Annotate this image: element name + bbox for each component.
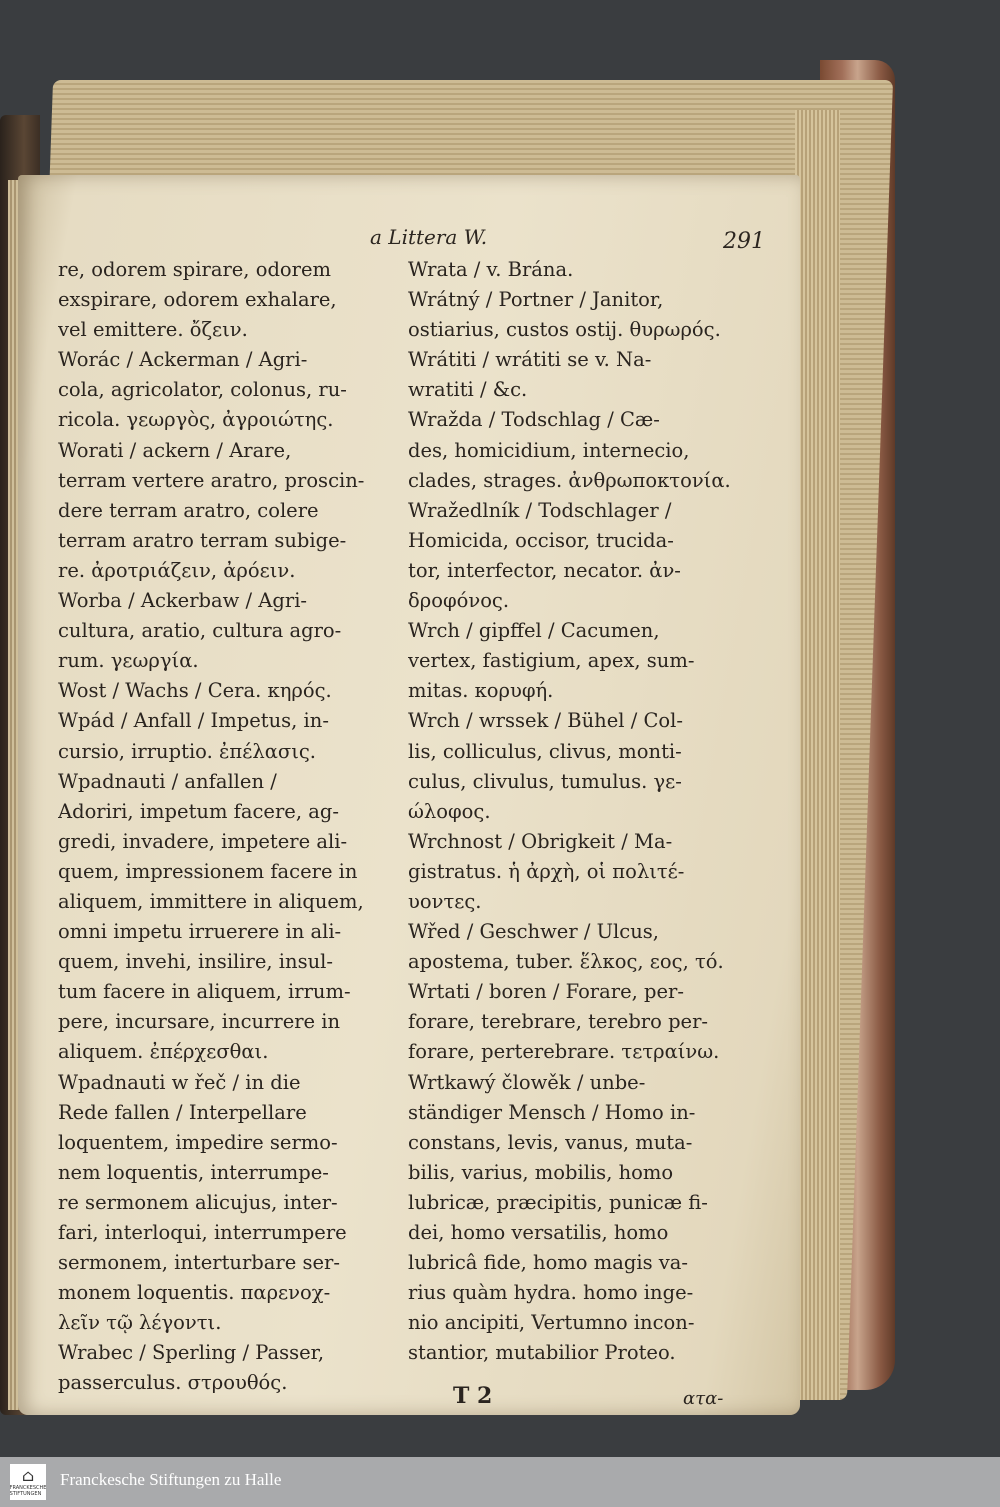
signature-mark: T 2 (453, 1383, 493, 1409)
page-number: 291 (723, 229, 765, 254)
text-line: Wrabec / Sperling / Passer, (58, 1341, 325, 1365)
text-line: des, homicidium, internecio, (408, 438, 690, 462)
text-line: culus, clivulus, tumulus. γε- (408, 769, 682, 793)
text-line: vel emittere. ὄζειν. (58, 318, 248, 342)
text-line: Worba / Ackerbaw / Agri- (58, 589, 308, 613)
text-line: dei, homo versatilis, homo (408, 1221, 669, 1244)
text-line: Homicida, occisor, trucida- (408, 528, 674, 552)
text-line: exspirare, odorem exhalare, (58, 288, 337, 312)
text-line: stantior, mutabilior Proteo. (408, 1341, 676, 1365)
text-line: Wražda / Todschlag / Cæ- (408, 408, 660, 432)
library-logo (10, 1464, 46, 1500)
house-icon: ⌂ (21, 1466, 35, 1485)
text-line: terram vertere aratro, proscin- (58, 468, 365, 492)
left-column (58, 255, 398, 1399)
page-edges-right (795, 110, 840, 1400)
text-line: Adoriri, impetum facere, ag- (58, 799, 339, 823)
text-line: cola, agricolator, colonus, ru- (58, 378, 347, 402)
text-line: δροφόνος. (408, 589, 510, 613)
catchword: ατα- (683, 1388, 724, 1409)
text-line: Wrch / gipffel / Cacumen, (408, 619, 660, 643)
library-logo-text: FRANCKESCHE STIFTUNGEN (9, 1485, 47, 1497)
text-line: aliquem. ἐπέρχεσθαι. (58, 1040, 269, 1064)
text-line: omni impetu irruerere in ali- (58, 920, 342, 944)
text-line: λεῖν τῷ λέγοντι. (58, 1311, 222, 1335)
text-line: Wrtkawý člowěk / unbe- (408, 1070, 646, 1094)
text-line: bilis, varius, mobilis, homo (408, 1160, 674, 1184)
text-line: re. ἀροτριάζειν, ἀρόειν. (58, 558, 296, 582)
text-line: gredi, invadere, impetere ali- (58, 829, 348, 853)
text-line: rius quàm hydra. homo inge- (408, 1281, 694, 1305)
text-line: forare, perterebrare. τετραίνω. (408, 1040, 720, 1064)
text-line: Wpadnauti w řeč / in die (58, 1070, 301, 1094)
text-line: apostema, tuber. ἕλκος, εος, τό. (408, 950, 724, 974)
text-line: tor, interfector, necator. ἀν- (408, 558, 681, 582)
text-line: quem, invehi, insilire, insul- (58, 950, 333, 974)
text-line: vertex, fastigium, apex, sum- (408, 649, 695, 673)
text-line: dere terram aratro, colere (58, 498, 319, 522)
text-line: clades, strages. ἀνθρωποκτονία. (408, 468, 731, 492)
text-line: Wrch / wrssek / Bühel / Col- (408, 709, 683, 733)
text-line: lubricæ, præcipitis, punicæ fi- (408, 1190, 708, 1214)
text-line: sermonem, interturbare ser- (58, 1251, 340, 1275)
text-line: Rede fallen / Interpellare (58, 1100, 307, 1124)
text-line: nio ancipiti, Vertumno incon- (408, 1311, 695, 1335)
text-line: Wrátiti / wrátiti se v. Na- (408, 348, 652, 372)
text-line: Wrtati / boren / Forare, per- (408, 980, 684, 1004)
text-line: lis, colliculus, clivus, monti- (408, 739, 682, 763)
text-line: gistratus. ἡ ἀρχὴ, οἱ πολιτέ- (408, 859, 685, 883)
text-line: Wrata / v. Brána. (408, 258, 574, 281)
text-line: fari, interloqui, interrumpere (58, 1221, 347, 1244)
text-line: υοντες. (408, 889, 482, 913)
text-line: Wřed / Geschwer / Ulcus, (408, 920, 659, 944)
text-line: Wražedlník / Todschlager / (408, 498, 672, 522)
text-line: constans, levis, vanus, muta- (408, 1130, 693, 1154)
library-name: Franckesche Stiftungen zu Halle (60, 1470, 282, 1489)
text-line: ricola. γεωργὸς, ἀγροιώτης. (58, 408, 334, 432)
text-line: Wrátný / Portner / Janitor, (408, 288, 664, 312)
text-line: tum facere in aliquem, irrum- (58, 980, 351, 1004)
text-line: monem loquentis. παρενοχ- (58, 1281, 331, 1305)
text-line: pere, incursare, incurrere in (58, 1010, 341, 1034)
text-line: rum. γεωργία. (58, 649, 199, 673)
text-line: Worati / ackern / Arare, (58, 438, 292, 462)
text-line: quem, impressionem facere in (58, 859, 358, 883)
text-line: Wrchnost / Obrigkeit / Ma- (408, 829, 673, 853)
text-line: wratiti / &c. (408, 378, 528, 402)
text-line: cursio, irruptio. ἐπέλασις. (58, 739, 316, 763)
text-line: cultura, aratio, cultura agro- (58, 619, 342, 643)
text-line: aliquem, immittere in aliquem, (58, 889, 364, 913)
running-head: a Littera W. (370, 225, 488, 249)
text-line: terram aratro terram subige- (58, 528, 347, 552)
book (0, 60, 900, 1455)
text-line: loquentem, impedire sermo- (58, 1130, 338, 1154)
book-page (18, 175, 800, 1415)
text-line: nem loquentis, interrumpe- (58, 1160, 329, 1184)
text-line: forare, terebrare, terebro per- (408, 1010, 709, 1034)
text-line: ständiger Mensch / Homo in- (408, 1100, 696, 1124)
text-line: Wpád / Anfall / Impetus, in- (58, 709, 329, 733)
text-line: Worác / Ackerman / Agri- (58, 348, 308, 372)
page-text-block (58, 225, 778, 1409)
text-line: re sermonem alicujus, inter- (58, 1190, 338, 1214)
library-footer-bar (0, 1457, 1000, 1507)
text-line: passerculus. στρουθός. (58, 1371, 288, 1395)
right-column (408, 255, 753, 1368)
text-line: Wost / Wachs / Cera. κηρός. (58, 679, 332, 703)
text-line: re, odorem spirare, odorem (58, 258, 332, 281)
text-line: ostiarius, custos ostij. θυρωρός. (408, 318, 721, 342)
text-line: ώλοφος. (408, 799, 491, 823)
text-line: lubricâ fide, homo magis va- (408, 1251, 689, 1275)
text-line: Wpadnauti / anfallen / (58, 769, 277, 793)
text-line: mitas. κορυφή. (408, 679, 554, 703)
